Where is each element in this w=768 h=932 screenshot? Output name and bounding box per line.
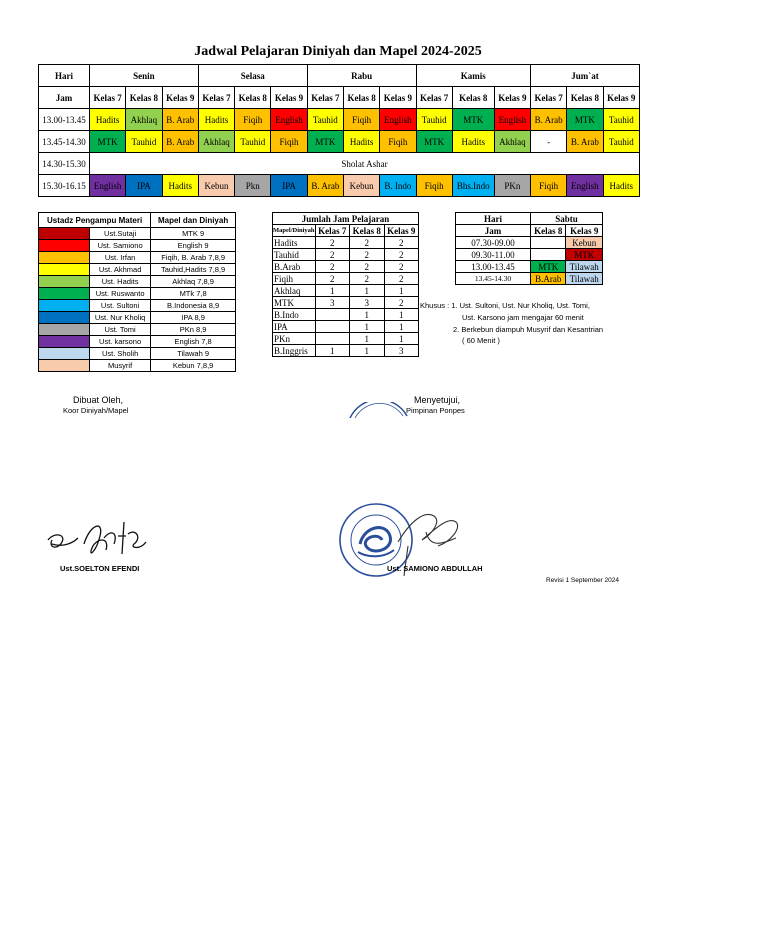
hours-value: 1: [384, 333, 418, 345]
teacher-header: Ustadz Pengampu Materi: [39, 213, 151, 228]
hours-value: 2: [384, 273, 418, 285]
hours-value: 1: [384, 309, 418, 321]
subject-cell: Hadits: [90, 109, 126, 131]
sat-time: 09.30-11.00: [456, 249, 531, 261]
time-cell: 13.45-14.30: [39, 131, 90, 153]
class-header: Kelas 8: [567, 87, 603, 109]
teacher-row: [39, 288, 236, 300]
sat-kelas8-header: Kelas 8: [531, 225, 566, 237]
subject-cell: Tauhid: [235, 131, 271, 153]
color-swatch: [39, 252, 90, 264]
teacher-name: Ust. Ruswanto: [90, 288, 151, 300]
note-line-4: ( 60 Menit ): [462, 336, 500, 345]
class-header: Kelas 7: [530, 87, 566, 109]
saturday-row: [456, 249, 603, 261]
schedule-row: [39, 153, 640, 175]
teacher-row: [39, 300, 236, 312]
hours-subject: B.Indo: [273, 309, 316, 321]
teacher-subject: B.Indonesia 8,9: [151, 300, 236, 312]
teacher-row: [39, 360, 236, 372]
saturday-row: [456, 273, 603, 285]
hours-row: [273, 309, 419, 321]
jam-header: Jam: [39, 87, 90, 109]
subject-header: Mapel dan Diniyah: [151, 213, 236, 228]
sat-time: 13.00-13.45: [456, 261, 531, 273]
hours-subject: Hadits: [273, 237, 316, 249]
sat-time: 13.45-14.30: [456, 273, 531, 285]
hours-row: [273, 321, 419, 333]
hours-value: 1: [350, 345, 384, 357]
subject-cell: IPA: [126, 175, 162, 197]
hours-subject: Fiqih: [273, 273, 316, 285]
subject-cell: Tauhid: [603, 131, 639, 153]
teacher-name: Ust. karsono: [90, 336, 151, 348]
sat-kelas8-cell: MTK: [531, 261, 566, 273]
teacher-subject: Fiqih, B. Arab 7,8,9: [151, 252, 236, 264]
class-header: Kelas 7: [198, 87, 234, 109]
subject-cell: Hadits: [452, 131, 494, 153]
sat-kelas8-cell: [531, 237, 566, 249]
class-header: Kelas 7: [307, 87, 343, 109]
teacher-row: [39, 336, 236, 348]
subject-cell: Fiqih: [343, 109, 379, 131]
class-header: Kelas 9: [162, 87, 198, 109]
hours-row: [273, 333, 419, 345]
classes-header-row: [39, 87, 640, 109]
hours-subject: B.Inggris: [273, 345, 316, 357]
class-header: Kelas 9: [380, 87, 416, 109]
teacher-subject: MTK 9: [151, 228, 236, 240]
hours-row: [273, 285, 419, 297]
subject-cell: Fiqih: [530, 175, 566, 197]
color-swatch: [39, 300, 90, 312]
subject-cell: Fiqih: [416, 175, 452, 197]
hours-value: 3: [315, 297, 349, 309]
teacher-subject: IPA 8,9: [151, 312, 236, 324]
saturday-row: [456, 261, 603, 273]
teacher-name: Ust. Akhmad: [90, 264, 151, 276]
hours-value: 2: [350, 237, 384, 249]
made-by-label: Dibuat Oleh,: [73, 395, 124, 405]
day-header: Senin: [90, 65, 199, 87]
hours-value: 1: [315, 285, 349, 297]
subject-cell: Fiqih: [380, 131, 416, 153]
subject-cell: Tauhid: [307, 109, 343, 131]
teacher-row: [39, 240, 236, 252]
teacher-subject: Kebun 7,8,9: [151, 360, 236, 372]
color-swatch: [39, 264, 90, 276]
hours-value: 2: [315, 261, 349, 273]
page-title: Jadwal Pelajaran Diniyah dan Mapel 2024-2025: [194, 44, 482, 59]
teacher-row: [39, 324, 236, 336]
made-by-role: Koor Diniyah/Mapel: [63, 406, 129, 415]
subject-cell: PKn: [494, 175, 530, 197]
hours-col-header: Mapel/Diniyah: [273, 225, 316, 237]
saturday-row: [456, 237, 603, 249]
sat-hari-header: Hari: [456, 213, 531, 225]
stamp-arc-fragment: [345, 402, 415, 418]
teacher-subject: English 7,8: [151, 336, 236, 348]
day-header: Jum`at: [530, 65, 639, 87]
subject-cell: English: [90, 175, 126, 197]
sat-kelas9-cell: Tilawah: [566, 261, 603, 273]
subject-cell: Hadits: [603, 175, 639, 197]
hours-row: [273, 237, 419, 249]
hours-col-header: Kelas 7: [315, 225, 349, 237]
color-swatch: [39, 360, 90, 372]
schedule-row: [39, 109, 640, 131]
color-swatch: [39, 240, 90, 252]
hours-subject: PKn: [273, 333, 316, 345]
subject-cell: B. Indo: [380, 175, 416, 197]
note-line-1: Khusus : 1. Ust. Sultoni, Ust. Nur Kholiq, Ust. Tomi,: [420, 301, 590, 310]
class-header: Kelas 9: [603, 87, 639, 109]
sat-kelas9-header: Kelas 9: [566, 225, 603, 237]
hours-value: [315, 321, 349, 333]
merged-cell: Sholat Ashar: [90, 153, 640, 175]
left-signature-icon: [44, 514, 148, 562]
color-swatch: [39, 348, 90, 360]
hours-value: 2: [315, 249, 349, 261]
approved-label: Menyetujui,: [414, 395, 461, 405]
teacher-name: Ust. Sholih: [90, 348, 151, 360]
subject-cell: IPA: [271, 175, 307, 197]
sat-time: 07.30-09.00: [456, 237, 531, 249]
subject-cell: English: [380, 109, 416, 131]
subject-cell: MTK: [307, 131, 343, 153]
hours-value: 2: [350, 261, 384, 273]
class-header: Kelas 9: [494, 87, 530, 109]
sat-kelas9-cell: Tilawah: [566, 273, 603, 285]
subject-cell: Hadits: [198, 109, 234, 131]
hours-value: 1: [384, 285, 418, 297]
day-header: Rabu: [307, 65, 416, 87]
color-swatch: [39, 336, 90, 348]
color-swatch: [39, 228, 90, 240]
class-header: Kelas 8: [235, 87, 271, 109]
subject-cell: Hadits: [343, 131, 379, 153]
subject-cell: Tauhid: [126, 131, 162, 153]
sat-kelas8-cell: [531, 249, 566, 261]
hours-row: [273, 273, 419, 285]
hours-value: 2: [315, 237, 349, 249]
teacher-row: [39, 312, 236, 324]
subject-cell: Kebun: [343, 175, 379, 197]
subject-cell: -: [530, 131, 566, 153]
color-swatch: [39, 288, 90, 300]
hours-value: 1: [315, 345, 349, 357]
subject-cell: Pkn: [235, 175, 271, 197]
hours-value: 1: [384, 321, 418, 333]
hours-subject: IPA: [273, 321, 316, 333]
class-header: Kelas 9: [271, 87, 307, 109]
hours-subject: Tauhid: [273, 249, 316, 261]
hours-value: 1: [350, 333, 384, 345]
hours-row: [273, 297, 419, 309]
teacher-subject: English 9: [151, 240, 236, 252]
teacher-row: [39, 252, 236, 264]
subject-cell: Tauhid: [416, 109, 452, 131]
hours-value: 1: [350, 321, 384, 333]
hours-col-header: Kelas 9: [384, 225, 418, 237]
subject-cell: MTK: [416, 131, 452, 153]
hours-value: [315, 333, 349, 345]
time-cell: 14.30-15.30: [39, 153, 90, 175]
hours-row: [273, 249, 419, 261]
teacher-subject: MTk 7,8: [151, 288, 236, 300]
sat-kelas9-cell: Kebun: [566, 237, 603, 249]
day-header: Selasa: [198, 65, 307, 87]
class-header: Kelas 8: [343, 87, 379, 109]
teacher-row: [39, 228, 236, 240]
approved-role: Pimpinan Ponpes: [406, 406, 465, 415]
sat-day-header: Sabtu: [531, 213, 603, 225]
day-header: Kamis: [416, 65, 530, 87]
hari-header: Hari: [39, 65, 90, 87]
hours-subject: MTK: [273, 297, 316, 309]
hours-value: 1: [350, 309, 384, 321]
right-signer-name: Ust. SAMIONO ABDULLAH: [387, 564, 483, 573]
subject-cell: MTK: [90, 131, 126, 153]
teacher-row: [39, 348, 236, 360]
teacher-name: Ust. Sultoni: [90, 300, 151, 312]
subject-cell: Fiqih: [271, 131, 307, 153]
class-header: Kelas 8: [126, 87, 162, 109]
hours-row: [273, 345, 419, 357]
color-swatch: [39, 276, 90, 288]
subject-cell: B. Arab: [307, 175, 343, 197]
schedule-table: [38, 64, 640, 197]
teacher-legend-table: [38, 212, 236, 372]
teacher-row: [39, 264, 236, 276]
teacher-subject: Akhlaq 7,8,9: [151, 276, 236, 288]
subject-cell: B. Arab: [530, 109, 566, 131]
subject-cell: Hadits: [162, 175, 198, 197]
hours-col-header: Kelas 8: [350, 225, 384, 237]
teacher-name: Ust. Hadits: [90, 276, 151, 288]
subject-cell: MTK: [452, 109, 494, 131]
hours-value: 2: [384, 261, 418, 273]
days-header-row: [39, 65, 640, 87]
hours-subject: B.Arab: [273, 261, 316, 273]
hours-row: [273, 261, 419, 273]
sat-kelas9-cell: MTK: [566, 249, 603, 261]
subject-cell: Akhlaq: [126, 109, 162, 131]
teacher-name: Ust. Samiono: [90, 240, 151, 252]
subject-cell: Bhs.Indo: [452, 175, 494, 197]
hours-value: 2: [350, 273, 384, 285]
sat-jam-header: Jam: [456, 225, 531, 237]
hours-value: 2: [315, 273, 349, 285]
teacher-row: [39, 276, 236, 288]
subject-cell: Tauhid: [603, 109, 639, 131]
note-line-3: 2. Berkebun diampuh Musyrif dan Kesantrian: [453, 325, 604, 334]
schedule-row: [39, 175, 640, 197]
hours-value: 3: [384, 345, 418, 357]
hours-table: [272, 212, 419, 357]
teacher-name: Ust. Irfan: [90, 252, 151, 264]
saturday-table: [455, 212, 603, 285]
teacher-subject: Tauhid,Hadits 7,8,9: [151, 264, 236, 276]
hours-title: Jumlah Jam Pelajaran: [273, 213, 419, 225]
teacher-subject: Tilawah 9: [151, 348, 236, 360]
note-line-2: Ust. Karsono jam mengajar 60 menit: [462, 313, 584, 322]
class-header: Kelas 7: [90, 87, 126, 109]
teacher-name: Ust. Nur Kholiq: [90, 312, 151, 324]
subject-cell: B. Arab: [162, 109, 198, 131]
hours-subject: Akhlaq: [273, 285, 316, 297]
teacher-name: Ust.Sutaji: [90, 228, 151, 240]
color-swatch: [39, 324, 90, 336]
hours-value: 2: [350, 249, 384, 261]
teacher-name: Ust. Tomi: [90, 324, 151, 336]
teacher-name: Musyrif: [90, 360, 151, 372]
sat-kelas8-cell: B.Arab: [531, 273, 566, 285]
revision-date: Revisi 1 September 2024: [546, 577, 619, 584]
subject-cell: Kebun: [198, 175, 234, 197]
hours-value: 3: [350, 297, 384, 309]
schedule-row: [39, 131, 640, 153]
subject-cell: B. Arab: [567, 131, 603, 153]
subject-cell: English: [271, 109, 307, 131]
class-header: Kelas 8: [452, 87, 494, 109]
color-swatch: [39, 312, 90, 324]
time-cell: 13.00-13.45: [39, 109, 90, 131]
hours-value: [315, 309, 349, 321]
subject-cell: Akhlaq: [494, 131, 530, 153]
subject-cell: Akhlaq: [198, 131, 234, 153]
class-header: Kelas 7: [416, 87, 452, 109]
hours-value: 1: [350, 285, 384, 297]
left-signer-name: Ust.SOELTON EFENDI: [60, 564, 140, 573]
subject-cell: English: [567, 175, 603, 197]
time-cell: 15.30-16.15: [39, 175, 90, 197]
hours-value: 2: [384, 237, 418, 249]
teacher-subject: PKn 8,9: [151, 324, 236, 336]
subject-cell: B. Arab: [162, 131, 198, 153]
hours-value: 2: [384, 249, 418, 261]
hours-value: 2: [384, 297, 418, 309]
subject-cell: English: [494, 109, 530, 131]
subject-cell: Fiqih: [235, 109, 271, 131]
subject-cell: MTK: [567, 109, 603, 131]
